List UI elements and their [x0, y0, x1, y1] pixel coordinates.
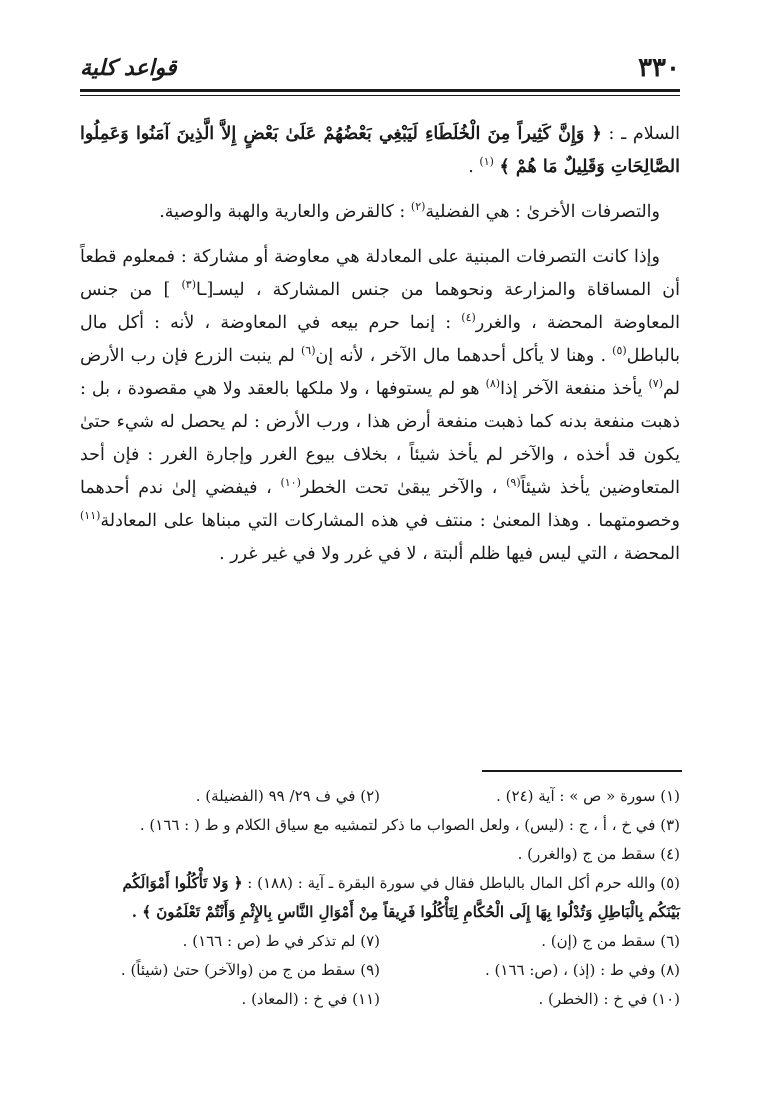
main-text	[80, 118, 680, 583]
footnote-ref-7[interactable]: (٧)	[648, 377, 664, 391]
footnote-2: (٢) في ف ٢٩/ ٩٩ (الفضيلة) .	[195, 787, 380, 805]
footnote-3: (٣) في خ ، أ ، ج : (ليس) ، ولعل الصواب ما ذكر لتمشيه مع سياق الكلام و ط ( : ١٦٦) .	[139, 816, 680, 834]
paragraph-3-text-f: يأخذ منفعة الآخر إذا	[500, 379, 643, 399]
paragraph-2-text-b: : كالقرض والعارية والهبة والوصية.	[159, 202, 406, 222]
paragraph-3-text-b: ] من جنس المعاوضة المحضة ، والغرر	[80, 280, 680, 333]
paragraph-2-text-a: والتصرفات الأخرىٰ : هي الفضلية	[425, 202, 660, 222]
footnote-4: (٤) سقط من ج (والغرر) .	[517, 845, 680, 863]
footnote-ref-8[interactable]: (٨)	[485, 377, 501, 391]
footnote-row	[80, 956, 680, 985]
footnote-5-verse-end: بَيْنَكُم بِالْبَاطِلِ وَتُدْلُوا بِهَا إِلَى الْحُكَّامِ لِتَأْكُلُوا فَرِيقاً مِنْ أَمْوَالِ النَّاسِ بِالإِثْمِ وَأَنْتُمْ تَعْلَمُونَ ﴾ .	[131, 903, 680, 921]
footnote-9: (٩) سقط من ج من (والآخر) حتىٰ (شيئاً) .	[120, 961, 380, 979]
footnote-8: (٨) وفي ط : (إذ) ، (ص: ١٦٦) .	[485, 961, 680, 979]
paragraph-3-text-c: : إنما حرم بيعه في المعاوضة ، لأنه : أكل مال بالباطل	[80, 313, 680, 366]
footnote-5	[80, 869, 680, 898]
footnote-1: (١) سورة « ص » : آية (٢٤) .	[496, 787, 680, 805]
footnote-ref-2[interactable]: (٢)	[410, 200, 426, 214]
footnote-10: (١٠) في خ : (الخطر) .	[538, 990, 680, 1008]
footnote-ref-11[interactable]: (١١)	[80, 509, 101, 523]
paragraph-2	[80, 196, 680, 229]
paragraph-1-end: .	[468, 157, 474, 177]
header-rule	[80, 89, 680, 92]
footnote-11: (١١) في خ : (المعاد) .	[241, 990, 380, 1008]
paragraph-1-lead: السلام ـ :	[608, 124, 680, 144]
footnote-row	[80, 927, 680, 956]
paragraph-3-text-e: لم ينبت الزرع فإن رب الأرض لم	[80, 346, 680, 399]
footnote-ref-6[interactable]: (٦)	[300, 344, 316, 358]
paragraph-3-text-a: وإذا كانت التصرفات المبنية على المعادلة هي معاوضة أو مشاركة : فمعلوم قطعاً أن المساقاة والمزارعة ونحوهما من جنس المشاركة ، ليسـ[ـا	[80, 247, 680, 300]
paragraph-3-text-i: ، فيفضي إلىٰ ندم أحدهما وخصومتهما . وهذا المعنىٰ : منتف في هذه المشاركات التي مبناها على المعادلة	[80, 478, 680, 531]
footnote-ref-10[interactable]: (١٠)	[280, 476, 301, 490]
header-rule-thin	[80, 95, 680, 96]
footnote-5-text: (٥) والله حرم أكل المال بالباطل فقال في سورة البقرة ـ آية : (١٨٨) :	[247, 874, 680, 892]
footnote-ref-1[interactable]: (١)	[479, 155, 494, 169]
paragraph-1	[80, 118, 680, 184]
paragraph-3-text-g: هو لم يستوفها ، ولا ملكها بالعقد ولا هي مقصودة ، بل : ذهبت منفعة بدنه كما ذهبت منفعة أرض هذا ، ورب الأرض : لم يحصل له شيء حتىٰ يكون قد أخذه ، والآخر لم يأخذ شيئاً ، بخلاف بيوع الغرر وإجارة الغرر : فإن أحد المتعاوضين يأخذ شيئاً	[80, 379, 680, 498]
running-title: قواعد كلية	[80, 55, 177, 81]
footnote-ref-5[interactable]: (٥)	[612, 344, 627, 358]
footnote-ref-3[interactable]: (٣)	[181, 278, 196, 292]
footnote-6: (٦) سقط من ج (إن) .	[541, 932, 680, 950]
page-header	[80, 50, 680, 86]
paragraph-3-text-d: . وهنا لا يأكل أحدهما مال الآخر ، لأنه إن	[315, 346, 607, 366]
footnote-separator	[482, 770, 682, 772]
page-number: ٣٣٠	[638, 53, 680, 83]
footnote-7: (٧) لم تذكر في ط (ص : ١٦٦) .	[182, 932, 380, 950]
footnote-5-verse-start: ﴿ وَلا تَأْكُلُوا أَمْوَالَكُم	[122, 874, 243, 892]
footnote-row	[80, 782, 680, 811]
paragraph-3-text-j: المحضة ، التي ليس فيها ظلم ألبتة ، لا في غرر ولا في غير غرر .	[219, 544, 680, 564]
footnotes	[80, 782, 680, 1014]
footnote-row	[80, 985, 680, 1014]
footnote-ref-4[interactable]: (٤)	[461, 311, 476, 325]
paragraph-3-text-h: ، والآخر يبقىٰ تحت الخطر	[300, 478, 498, 498]
paragraph-3	[80, 241, 680, 571]
footnote-ref-9[interactable]: (٩)	[506, 476, 521, 490]
quran-verse: ﴿ وَإِنَّ كَثِيراً مِنَ الْخُلَطَاءِ لَيَبْغِي بَعْضُهُمْ عَلَىٰ بَعْضٍ إِلاَّ الَّذِينَ آمَنُوا وَعَمِلُوا الصَّالِحَاتِ وَقَلِيلٌ مَا هُمْ ﴾	[80, 124, 680, 177]
